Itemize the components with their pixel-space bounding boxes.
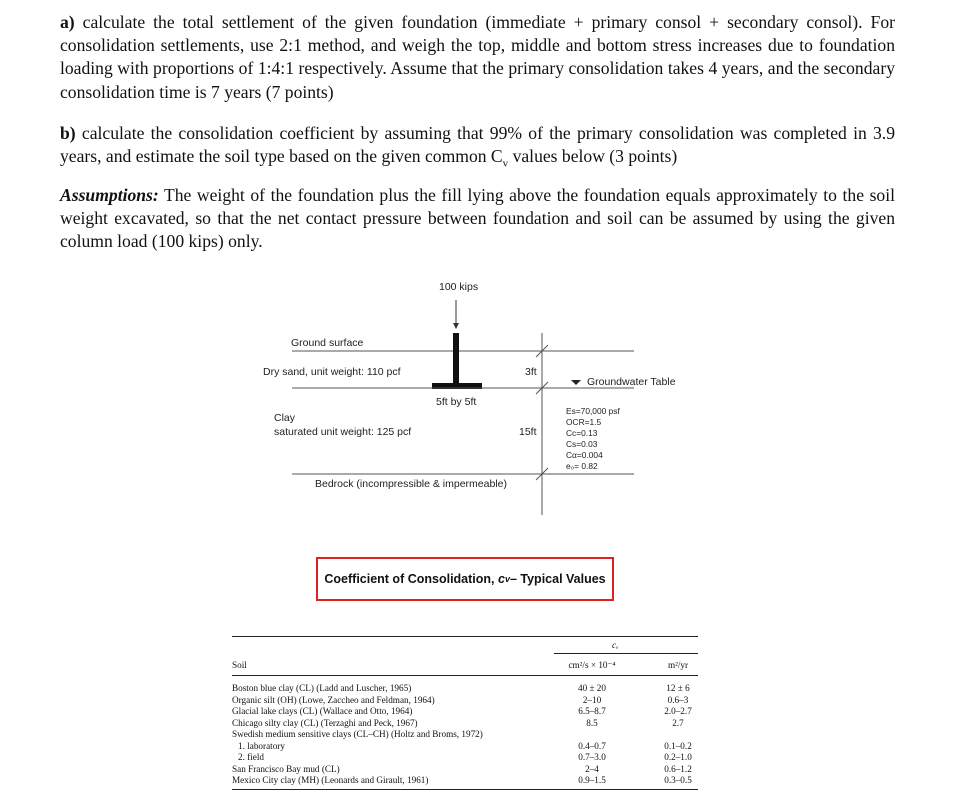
cell-cm2s: 40 ± 20 [577,683,606,693]
cell-soil: Swedish medium sensitive clays (CL–CH) (Holtz and Broms, 1972) [232,729,483,739]
cell-soil: Boston blue clay (CL) (Ladd and Luscher, 1965) [232,683,412,693]
groundwater-triangle-icon [571,380,581,385]
assumptions-text: The weight of the foundation plus the fill lying above the foundation equals approximately to the soil weight excavated, so that the net contact pressure between foundation and soil can be assumed by using the given column load (100 kips) only. [60,185,895,252]
cv-symbol: c [498,572,505,586]
part-b-text-end: values below (3 points) [508,146,678,167]
cell-soil: Glacial lake clays (CL) (Wallace and Otto, 1964) [232,706,413,716]
cell-cm2s: 0.4–0.7 [578,740,606,751]
part-b-text: calculate the consolidation coefficient by assuming that 99% of the primary consolidation was completed in 3.9 years, and estimate the soil type based on the given common C [60,123,895,167]
load-label: 100 kips [439,281,479,293]
cell-m2yr: 0.6–1.2 [664,763,692,774]
cell-cm2s: 0.9–1.5 [578,775,606,785]
bedrock-label: Bedrock (incompressible & impermeable) [315,478,507,490]
part-a-paragraph [60,11,895,104]
cell-cm2s: 6.5–8.7 [578,706,606,716]
ground-surface-label: Ground surface [291,337,364,349]
depth-clay-label: 15ft [519,426,537,438]
cell-m2yr: 2.7 [672,717,684,728]
prop-cc: Cc=0.13 [566,427,598,438]
table-header-rule [232,675,698,676]
clay-unit-weight-label: saturated unit weight: 125 pcf [274,426,412,438]
header-soil: Soil [232,660,247,670]
group-header-rule [554,653,698,654]
cell-cm2s: 0.7–3.0 [578,752,606,762]
prop-calpha: Cα=0.004 [566,449,603,460]
cell-soil: San Francisco Bay mud (CL) [232,763,340,774]
cell-cm2s: 8.5 [586,717,598,728]
cell-m2yr: 0.2–1.0 [664,752,692,762]
cv-group-header: cᵥ [612,640,619,650]
header-m2yr: m²/yr [667,660,689,670]
table-row [232,695,698,707]
depth-top-label: 3ft [525,366,537,378]
sand-layer-label: Dry sand, unit weight: 110 pcf [263,366,401,378]
prop-ocr: OCR=1.5 [566,416,602,427]
table-header-row [232,660,698,672]
footing-size-label: 5ft by 5ft [436,396,477,408]
column [453,333,459,383]
table-row [232,729,698,741]
table-row [232,683,698,695]
cv-title-end: – Typical Values [509,572,606,586]
table-row [232,718,698,730]
cell-m2yr: 0.3–0.5 [664,775,692,785]
cell-m2yr: 12 ± 6 [666,683,690,693]
cell-soil: 2. field [238,752,265,762]
assumptions-label: Assumptions: [60,185,159,205]
cell-m2yr: 0.6–3 [667,694,689,705]
prop-e0: e₀= 0.82 [566,460,598,471]
table-row [232,775,698,787]
soil-properties [566,406,620,471]
table-row [232,706,698,718]
cv-subscript: v [502,157,509,170]
part-b-paragraph [60,122,895,176]
header-cm2s: cm²/s × 10⁻⁴ [568,660,616,670]
part-a-label: a) [60,12,75,32]
groundwater-label: Groundwater Table [587,376,676,388]
cv-title-text: Coefficient of Consolidation, [324,572,495,586]
cell-cm2s: 2–10 [582,694,602,705]
cell-soil: 1. laboratory [238,740,285,751]
table-row [232,752,698,764]
soil-profile-diagram [0,270,958,530]
cv-title-box [316,557,614,601]
prop-es: Es=70,000 psf [566,406,620,416]
cell-m2yr: 0.1–0.2 [664,740,692,751]
load-arrowhead [453,323,459,329]
cv-symbol-sub: v [504,574,510,584]
table-row [232,764,698,776]
assumptions-paragraph [60,184,895,254]
table-row [232,741,698,753]
cell-cm2s: 2–4 [585,763,599,774]
part-a-text: calculate the total settlement of the given foundation (immediate + primary consol + secondary consol). For consolidation settlements, use 2:1 method, and weigh the top, middle and bottom stress increases due to foundation loading with proportions of 1:4:1 respectively. Assume that the primary consolidation takes 4 years, and the secondary consolidation time is 7 years (7 points) [60,12,895,102]
table-top-rule [232,636,698,637]
prop-cs: Cs=0.03 [566,438,598,449]
cell-soil: Organic silt (OH) (Lowe, Zaccheo and Feldman, 1964) [232,694,435,705]
clay-label: Clay [274,412,296,424]
cell-m2yr: 2.0–2.7 [664,706,692,716]
table-bottom-rule [232,789,698,790]
part-b-label: b) [60,123,76,143]
cell-soil: Chicago silty clay (CL) (Terzaghi and Peck, 1967) [232,717,418,728]
cell-soil: Mexico City clay (MH) (Leonards and Girault, 1961) [232,775,429,785]
